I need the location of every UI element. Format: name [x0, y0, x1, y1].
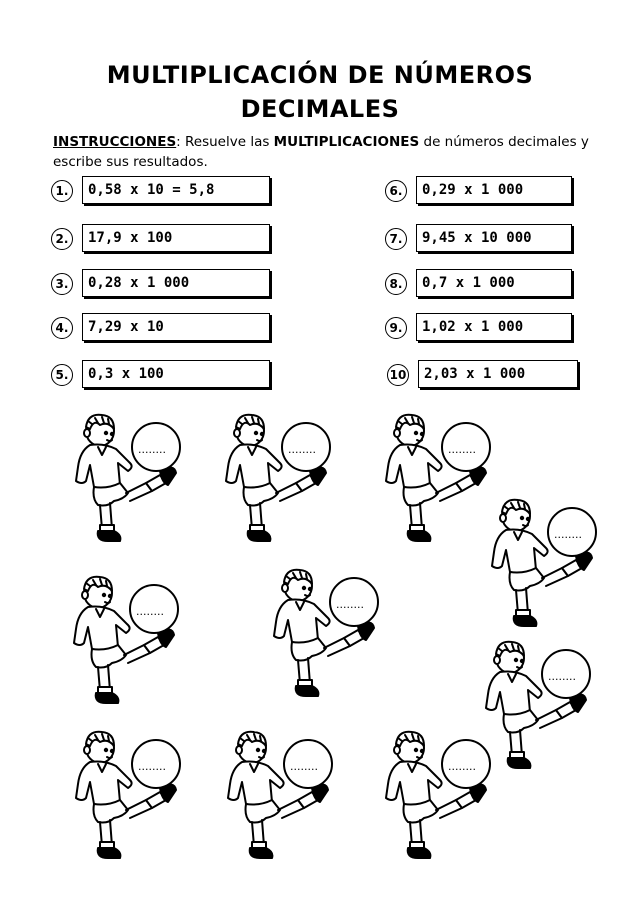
exercise-box[interactable]: 0,7 x 1 000: [416, 269, 572, 297]
answer-blank[interactable]: ........: [554, 528, 582, 541]
exercise-10: [387, 360, 582, 392]
exercise-box[interactable]: 17,9 x 100: [82, 224, 270, 252]
page-title: [60, 58, 580, 126]
kid-with-ball: [62, 567, 182, 712]
exercise-box[interactable]: 0,28 x 1 000: [82, 269, 270, 297]
kid-with-ball: [214, 405, 334, 550]
exercise-6: [385, 176, 575, 208]
exercise-box[interactable]: 9,45 x 10 000: [416, 224, 572, 252]
boy-kicking-ball-icon: [374, 405, 494, 545]
exercise-5: [51, 360, 243, 392]
kid-with-ball: [374, 405, 494, 550]
instructions-text-1: : Resuelve las: [176, 134, 274, 150]
exercise-number: 4.: [51, 317, 73, 339]
answer-blank[interactable]: ........: [136, 605, 164, 618]
kid-with-ball: [216, 722, 336, 867]
exercise-number: 7.: [385, 228, 407, 250]
exercise-box[interactable]: 0,3 x 100: [82, 360, 270, 388]
instructions-keyword: MULTIPLICACIONES: [273, 134, 420, 150]
answer-blank[interactable]: ........: [336, 598, 364, 611]
answer-blank[interactable]: ........: [288, 443, 316, 456]
answer-blank[interactable]: ........: [138, 760, 166, 773]
boy-kicking-ball-icon: [374, 722, 494, 862]
exercise-box[interactable]: 7,29 x 10: [82, 313, 270, 341]
exercise-box[interactable]: 1,02 x 1 000: [416, 313, 572, 341]
exercise-8: [385, 269, 575, 301]
exercise-number: 1.: [51, 180, 73, 202]
boy-kicking-ball-icon: [480, 490, 600, 630]
instructions: [53, 132, 598, 172]
exercise-2: [51, 224, 243, 256]
exercise-number: 8.: [385, 273, 407, 295]
exercise-box[interactable]: 2,03 x 1 000: [418, 360, 578, 388]
boy-kicking-ball-icon: [62, 567, 182, 707]
exercise-9: [385, 313, 575, 345]
answer-blank[interactable]: ........: [448, 760, 476, 773]
exercise-1: [51, 176, 243, 208]
exercise-3: [51, 269, 243, 301]
answer-blank[interactable]: ........: [138, 443, 166, 456]
kid-with-ball: [480, 490, 600, 635]
exercise-box[interactable]: 0,29 x 1 000: [416, 176, 572, 204]
exercise-number: 9.: [385, 317, 407, 339]
exercise-box[interactable]: 0,58 x 10 = 5,8: [82, 176, 270, 204]
exercise-4: [51, 313, 243, 345]
instructions-text-2: de números decimales y escribe sus resultados.: [53, 134, 589, 170]
boy-kicking-ball-icon: [214, 405, 334, 545]
answer-blank[interactable]: ........: [290, 760, 318, 773]
exercise-number: 2.: [51, 228, 73, 250]
kid-with-ball: [64, 722, 184, 867]
kid-with-ball: [64, 405, 184, 550]
kid-with-ball: [374, 722, 494, 867]
title-line-2: DECIMALES: [240, 95, 400, 123]
exercise-number: 3.: [51, 273, 73, 295]
exercise-number: 5.: [51, 364, 73, 386]
exercise-number: 6.: [385, 180, 407, 202]
title-line-1: MULTIPLICACIÓN DE NÚMEROS: [106, 61, 534, 89]
exercise-7: [385, 224, 575, 256]
instructions-label: INSTRUCCIONES: [53, 134, 177, 150]
boy-kicking-ball-icon: [216, 722, 336, 862]
answer-blank[interactable]: ........: [548, 670, 576, 683]
boy-kicking-ball-icon: [64, 722, 184, 862]
answer-blank[interactable]: ........: [448, 443, 476, 456]
boy-kicking-ball-icon: [262, 560, 382, 700]
kid-with-ball: [262, 560, 382, 705]
exercise-number: 10: [387, 364, 409, 386]
boy-kicking-ball-icon: [64, 405, 184, 545]
